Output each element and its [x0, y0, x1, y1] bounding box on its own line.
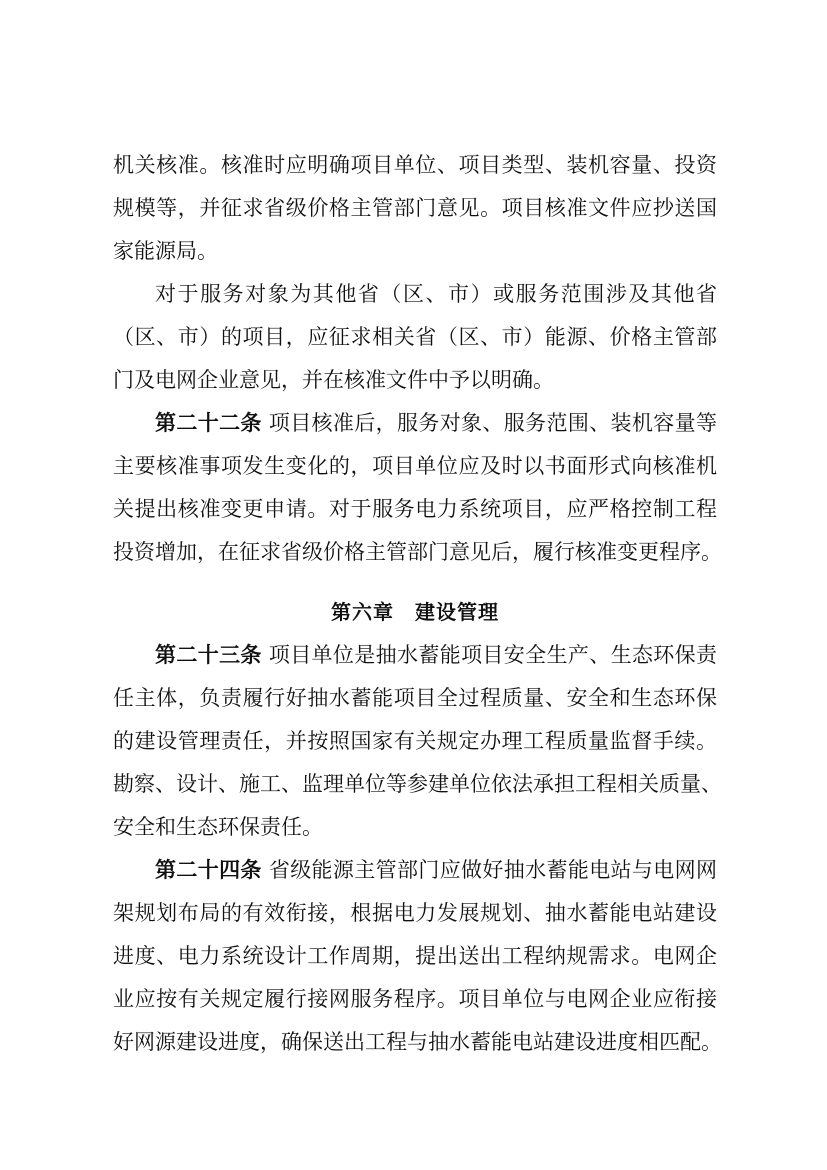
- article-24-heading: 第二十四条: [155, 858, 262, 882]
- text-line: 任主体，负责履行好抽水蓄能项目全过程质量、安全和生态环保: [113, 686, 717, 710]
- text-line: 关提出核准变更申请。对于服务电力系统项目，应严格控制工程: [113, 497, 717, 521]
- text-line: 投资增加，在征求省级价格主管部门意见后，履行核准变更程序。: [113, 540, 722, 564]
- text-line: 的建设管理责任，并按照国家有关规定办理工程质量监督手续。: [113, 729, 717, 753]
- article-24-text: 省级能源主管部门应做好抽水蓄能电站与电网网: [261, 858, 717, 882]
- text-line: 门及电网企业意见，并在核准文件中予以明确。: [113, 368, 554, 392]
- article-22-first-line: [155, 408, 717, 438]
- article-24-first-line: [155, 855, 717, 885]
- text-line: （区、市）的项目，应征求相关省（区、市）能源、价格主管部: [113, 325, 717, 349]
- text-line: 机关核准。核准时应明确项目单位、项目类型、装机容量、投资: [113, 153, 717, 177]
- article-23-heading: 第二十三条: [155, 643, 262, 667]
- text-line: 好网源建设进度，确保送出工程与抽水蓄能电站建设进度相匹配。: [113, 1030, 722, 1054]
- text-line: 进度、电力系统设计工作周期，提出送出工程纳规需求。电网企: [113, 944, 717, 968]
- article-23-text: 项目单位是抽水蓄能项目安全生产、生态环保责: [268, 643, 718, 667]
- chapter-heading: 第六章 建设管理: [331, 600, 499, 624]
- text-line: 对于服务对象为其他省（区、市）或服务范围涉及其他省: [155, 282, 717, 306]
- text-line: 勘察、设计、施工、监理单位等参建单位依法承担工程相关质量、: [113, 772, 722, 796]
- text-line: 架规划布局的有效衔接，根据电力发展规划、抽水蓄能电站建设: [113, 901, 717, 925]
- article-22-text: 项目核准后，服务对象、服务范围、装机容量等: [261, 411, 717, 435]
- text-line: 安全和生态环保责任。: [113, 815, 323, 839]
- text-line: 主要核准事项发生变化的，项目单位应及时以书面形式向核准机: [113, 454, 717, 478]
- text-line: 家能源局。: [113, 239, 218, 263]
- article-22-heading: 第二十二条: [155, 411, 262, 435]
- text-line: 业应按有关规定履行接网服务程序。项目单位与电网企业应衔接: [113, 987, 717, 1011]
- text-line: 规模等，并征求省级价格主管部门意见。项目核准文件应抄送国: [113, 196, 717, 220]
- article-23-first-line: [155, 640, 717, 670]
